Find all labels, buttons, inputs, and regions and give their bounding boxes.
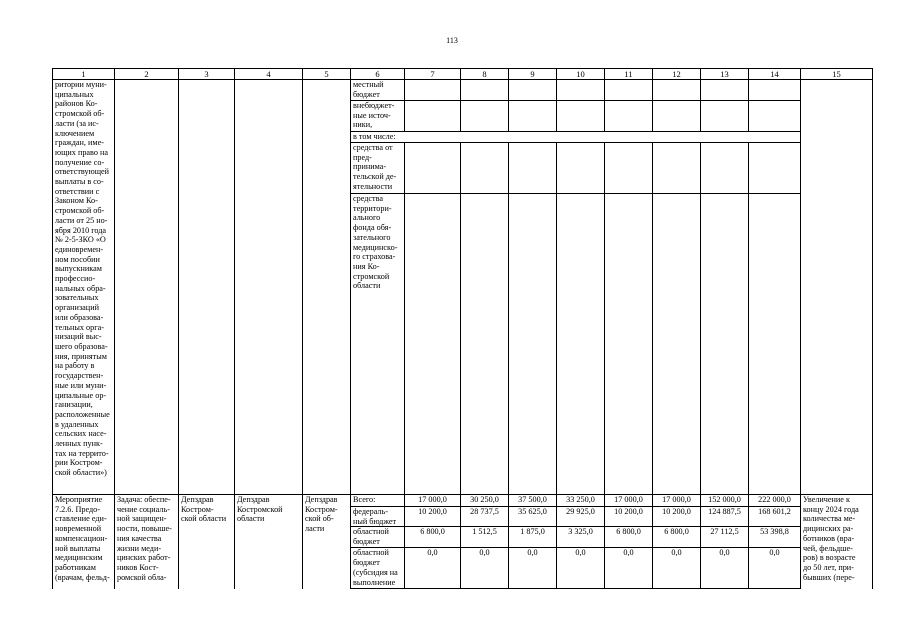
funding-source-line: (субсидия на [353, 567, 398, 577]
header-row [53, 69, 873, 80]
activity-description-line: ключением [55, 128, 95, 138]
value-cell [653, 194, 701, 495]
activity-description-line: граждан, име- [55, 138, 104, 148]
funding-source-line: выполнение [353, 577, 396, 587]
responsible-executor [179, 495, 235, 589]
activity-description-line: ответствии с [55, 186, 100, 196]
activity-description-line: компенсацион- [55, 533, 108, 543]
funding-source-line: Всего: [353, 495, 376, 504]
value-cell [405, 80, 461, 101]
activity-description [53, 495, 115, 589]
value-cell [605, 143, 653, 194]
value-cell: 0,0 [461, 548, 509, 589]
funding-source [351, 527, 405, 548]
participant-line: Депздрав [305, 495, 338, 504]
value-cell: 29 925,0 [557, 507, 605, 527]
participant [303, 495, 351, 589]
value-cell: 1 512,5 [461, 527, 509, 548]
activity-description-line: тельных орга- [55, 322, 104, 332]
activity-description-line: 7.2.6. Предо- [55, 504, 100, 514]
header-cell: 3 [179, 69, 235, 80]
value-cell [509, 194, 557, 495]
responsible-coexecutor [235, 495, 303, 589]
empty-cell [801, 80, 873, 495]
header-cell: 2 [115, 69, 179, 80]
header-cell: 8 [461, 69, 509, 80]
activity-description-line: стромской об- [55, 206, 105, 216]
value-cell: 30 250,0 [461, 495, 509, 507]
value-cell [605, 80, 653, 101]
value-cell: 0,0 [557, 548, 605, 589]
header-cell: 5 [303, 69, 351, 80]
task-description-line: цинских работ- [117, 553, 171, 563]
table-row [53, 495, 873, 507]
funding-source-line: ные источ- [353, 110, 391, 120]
header-cell: 9 [509, 69, 557, 80]
value-cell [749, 194, 801, 495]
funding-source [351, 495, 405, 507]
header-cell: 12 [653, 69, 701, 80]
value-cell: 17 000,0 [653, 495, 701, 507]
empty-cell [115, 80, 179, 495]
value-cell: 168 601,2 [749, 507, 801, 527]
funding-source-line: федераль- [353, 507, 388, 516]
activity-description-line: медицинским [55, 553, 103, 563]
activity-description-line: шего образова- [55, 341, 108, 351]
page-number: 113 [446, 36, 458, 45]
value-cell [701, 101, 749, 132]
expected-result-line: концу 2024 года [803, 504, 859, 514]
value-cell [461, 101, 509, 132]
value-cell: 0,0 [653, 548, 701, 589]
funding-source-line: бюджет [353, 89, 380, 99]
funding-source-line: бюджет [353, 558, 380, 568]
value-cell [653, 143, 701, 194]
funding-source-line: территори- [353, 203, 392, 213]
activity-description-line: районов Ко- [55, 99, 98, 109]
value-cell [405, 143, 461, 194]
empty-cell [303, 80, 351, 495]
value-cell [605, 101, 653, 132]
responsible-coexecutor-line: Костромской [237, 504, 283, 514]
funding-source-line: фонда обя- [353, 223, 392, 233]
activity-description-line: ласти от 25 но- [55, 215, 108, 225]
expected-result-line: Увеличение к [803, 495, 850, 504]
activity-description-line: на работу в [55, 361, 95, 371]
activity-description-line: ленных пунк- [55, 439, 103, 449]
header-cell: 7 [405, 69, 461, 80]
value-cell: 28 737,5 [461, 507, 509, 527]
empty-cell [235, 80, 303, 495]
value-cell: 0,0 [701, 548, 749, 589]
value-cell: 0,0 [509, 548, 557, 589]
activity-description-line: получение со- [55, 157, 105, 167]
activity-description-line: ответствующей [55, 167, 110, 177]
funding-source-line: го страхова- [353, 252, 396, 262]
activity-description-line: организаций [55, 303, 99, 313]
header-cell: 15 [801, 69, 873, 80]
empty-cell [179, 80, 235, 495]
activity-description-line: низаций выс- [55, 332, 102, 342]
activity-description-line: ставление еди- [55, 514, 107, 524]
activity-description-line: ября 2010 года [55, 225, 107, 235]
activity-description-line: или образова- [55, 312, 104, 322]
responsible-executor-line: ской области [181, 514, 227, 524]
funding-source-line: ники, [353, 120, 373, 130]
funding-source-line: областной [353, 548, 389, 558]
expected-result-line: до 50 лет, при- [803, 562, 854, 572]
participant-line: ласти [305, 524, 325, 534]
activity-description-line: ритории муни- [55, 80, 107, 89]
value-cell: 10 200,0 [605, 507, 653, 527]
activity-description-line: ния, принятым [55, 351, 107, 361]
value-cell: 0,0 [749, 548, 801, 589]
value-cell [509, 80, 557, 101]
funding-source-line: зательного [353, 232, 391, 242]
expected-result [801, 495, 873, 589]
activity-description [53, 80, 115, 495]
activity-description-line: ганизации, [55, 400, 93, 410]
value-cell [509, 143, 557, 194]
funding-source-line: принима- [353, 162, 387, 172]
activity-description-line: ской области») [55, 468, 107, 478]
value-cell: 0,0 [405, 548, 461, 589]
activity-description-line: нальных обра- [55, 283, 106, 293]
expected-result-line: ров) в возрасте [803, 553, 856, 563]
header-cell: 11 [605, 69, 653, 80]
funding-source [351, 80, 405, 101]
value-cell [749, 101, 801, 132]
value-cell [653, 80, 701, 101]
task-description-line: Задача: обеспе- [117, 495, 171, 504]
header-cell: 13 [701, 69, 749, 80]
responsible-coexecutor-line: Депздрав [237, 495, 270, 504]
funding-source-line: тельской де- [353, 172, 397, 182]
activity-description-line: ципальные ор- [55, 390, 107, 400]
value-cell: 1 875,0 [509, 527, 557, 548]
funding-source [351, 132, 801, 143]
value-cell: 33 250,0 [557, 495, 605, 507]
activity-description-line: ные или муни- [55, 380, 107, 390]
activity-description-line: Законом Ко- [55, 196, 98, 206]
value-cell [653, 101, 701, 132]
value-cell [509, 101, 557, 132]
value-cell: 3 325,0 [557, 527, 605, 548]
activity-description-line: ющих право на [55, 147, 109, 157]
header-cell: 6 [351, 69, 405, 80]
task-description-line: жизни меди- [117, 543, 162, 553]
task-description-line: ромской обла- [117, 572, 167, 582]
value-cell [557, 143, 605, 194]
activity-description-line: работникам [55, 562, 96, 572]
activity-description-line: профессио- [55, 274, 96, 284]
funding-source-line: внебюджет- [353, 101, 395, 110]
value-cell [701, 80, 749, 101]
activity-description-line: рии Костром- [55, 458, 103, 468]
value-cell: 17 000,0 [605, 495, 653, 507]
activity-description-line: новременной [55, 524, 102, 534]
expected-result-line: ботников (вра- [803, 533, 855, 543]
value-cell [461, 194, 509, 495]
task-description-line: ния качества [117, 533, 162, 543]
activity-description-line: в удаленных [55, 419, 99, 429]
task-description-line: ной защищен- [117, 514, 167, 524]
value-cell: 6 800,0 [653, 527, 701, 548]
funding-source [351, 143, 405, 194]
activity-description-line: выпускникам [55, 264, 102, 274]
value-cell: 152 000,0 [701, 495, 749, 507]
funding-source [351, 101, 405, 132]
task-description-line: чение социаль- [117, 504, 170, 514]
activity-description-line: тах на террито- [55, 448, 109, 458]
header-cell: 1 [53, 69, 115, 80]
value-cell: 0,0 [605, 548, 653, 589]
value-cell: 6 800,0 [605, 527, 653, 548]
value-cell [405, 194, 461, 495]
activity-description-line: сельских насе- [55, 429, 107, 439]
funding-source-line: ятельности [353, 181, 393, 191]
value-cell [557, 80, 605, 101]
expected-result-line: чей, фельдше- [803, 543, 853, 553]
responsible-executor-line: Костром- [181, 504, 214, 514]
expected-result-line: количества ме- [803, 514, 856, 524]
responsible-coexecutor-line: области [237, 514, 265, 524]
activity-description-line: Мероприятие [55, 495, 103, 504]
activity-description-line: зовательных [55, 293, 99, 303]
value-cell: 10 200,0 [405, 507, 461, 527]
participant-line: ской об- [305, 514, 334, 524]
budget-table [52, 68, 873, 589]
value-cell [461, 80, 509, 101]
funding-source [351, 548, 405, 589]
activity-description-line: стромской об- [55, 109, 105, 119]
value-cell: 35 625,0 [509, 507, 557, 527]
value-cell [749, 143, 801, 194]
value-cell [701, 143, 749, 194]
value-cell: 17 000,0 [405, 495, 461, 507]
value-cell [749, 80, 801, 101]
header-cell: 14 [749, 69, 801, 80]
funding-source-line: области [353, 281, 381, 291]
funding-source-line: средства [353, 194, 384, 203]
task-description-line: ников Кост- [117, 562, 159, 572]
value-cell [557, 101, 605, 132]
funding-source-line: областной [353, 527, 389, 537]
value-cell: 10 200,0 [653, 507, 701, 527]
value-cell: 53 398,8 [749, 527, 801, 548]
value-cell: 37 500,0 [509, 495, 557, 507]
activity-description-line: (врачам, фельд- [55, 572, 110, 582]
funding-source [351, 507, 405, 527]
value-cell [605, 194, 653, 495]
activity-description-line: единовремен- [55, 244, 104, 254]
funding-source-line: ального [353, 213, 381, 223]
activity-description-line: ном пособии [55, 254, 100, 264]
funding-source-line: бюджет [353, 537, 380, 547]
table-row [53, 80, 873, 101]
funding-source [351, 194, 405, 495]
task-description-line: ности, повыше- [117, 524, 172, 534]
funding-source-line: ный бюджет [353, 516, 397, 526]
activity-description-line: ной выплаты [55, 543, 101, 553]
funding-source-line: в том числе: [353, 132, 396, 141]
funding-source-line: местный [353, 80, 384, 89]
funding-source-line: ния Ко- [353, 261, 380, 271]
value-cell [461, 143, 509, 194]
expected-result-line: дицинских ра- [803, 524, 854, 534]
activity-description-line: расположенные [55, 409, 110, 419]
value-cell: 222 000,0 [749, 495, 801, 507]
activity-description-line: выплаты в со- [55, 177, 104, 187]
value-cell: 124 887,5 [701, 507, 749, 527]
value-cell [557, 194, 605, 495]
value-cell: 6 800,0 [405, 527, 461, 548]
value-cell: 27 112,5 [701, 527, 749, 548]
funding-source-line: медицинско- [353, 242, 398, 252]
activity-description-line: государствен- [55, 371, 104, 381]
value-cell [701, 194, 749, 495]
funding-source-line: стромской [353, 271, 390, 281]
funding-source-line: пред- [353, 152, 372, 162]
funding-source-line: средства от [353, 143, 393, 152]
activity-description-line: № 2-5-ЗКО «О [55, 235, 106, 245]
responsible-executor-line: Депздрав [181, 495, 214, 504]
task-description [115, 495, 179, 589]
header-cell: 4 [235, 69, 303, 80]
participant-line: Костром- [305, 504, 338, 514]
value-cell [405, 101, 461, 132]
activity-description-line: ласти (за ис- [55, 118, 99, 128]
expected-result-line: бывших (пере- [803, 572, 855, 582]
header-cell: 10 [557, 69, 605, 80]
activity-description-line: ципальных [55, 89, 94, 99]
